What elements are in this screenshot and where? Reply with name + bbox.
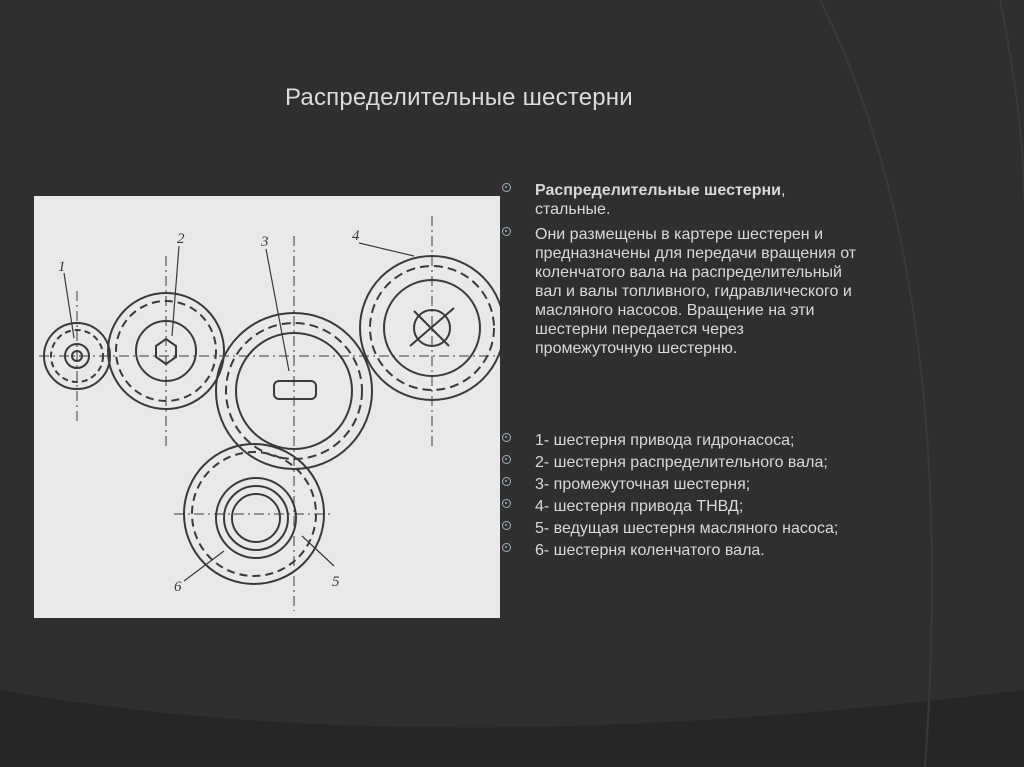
intro-text: , стальные. [535, 182, 786, 218]
legend-item-4 [505, 497, 865, 516]
gear-6 [216, 478, 296, 558]
legend-item-1 [505, 431, 865, 450]
legend-item-3 [505, 475, 865, 494]
intro-bold-text: Распределительные шестерни [535, 182, 781, 199]
bullet-icon [502, 183, 511, 192]
bullet-icon [502, 455, 511, 464]
legend-text: 3- промежуточная шестерня; [535, 476, 751, 493]
legend-text: 1- шестерня привода гидронасоса; [535, 432, 795, 449]
bullet-intro [505, 181, 865, 219]
description-text: Они размещены в картере шестерен и предназначены для передачи вращения от коленчатого вала на распределительный вал и валы топливного, гидравлического и масляного насосов. Вращение на эти шестерни передается через промежуточную шестерню. [535, 226, 857, 357]
bullet-description [505, 225, 865, 358]
bullet-icon [502, 227, 511, 236]
bullet-icon [502, 521, 511, 530]
diagram-label-3: 3 [261, 234, 269, 250]
legend-item-5 [505, 519, 865, 538]
gear-diagram-image [34, 196, 500, 618]
legend-text: 4- шестерня привода ТНВД; [535, 498, 744, 515]
legend-item-2 [505, 453, 865, 472]
legend-text: 2- шестерня распределительного вала; [535, 454, 828, 471]
diagram-label-6: 6 [174, 579, 182, 595]
bullet-icon [502, 543, 511, 552]
legend-text: 6- шестерня коленчатого вала. [535, 542, 765, 559]
diagram-label-2: 2 [177, 231, 185, 247]
gear-diagram [34, 196, 500, 618]
diagram-label-5: 5 [332, 574, 340, 590]
legend-list [505, 431, 865, 560]
bullet-icon [502, 433, 511, 442]
bullet-icon [502, 477, 511, 486]
legend-text: 5- ведущая шестерня масляного насоса; [535, 520, 839, 537]
diagram-label-1: 1 [58, 259, 66, 275]
legend-item-6 [505, 541, 865, 560]
diagram-label-4: 4 [352, 228, 360, 244]
gear-4 [360, 256, 500, 400]
bullet-list [505, 181, 865, 563]
slide-title: Распределительные шестерни [285, 84, 633, 111]
bullet-icon [502, 499, 511, 508]
